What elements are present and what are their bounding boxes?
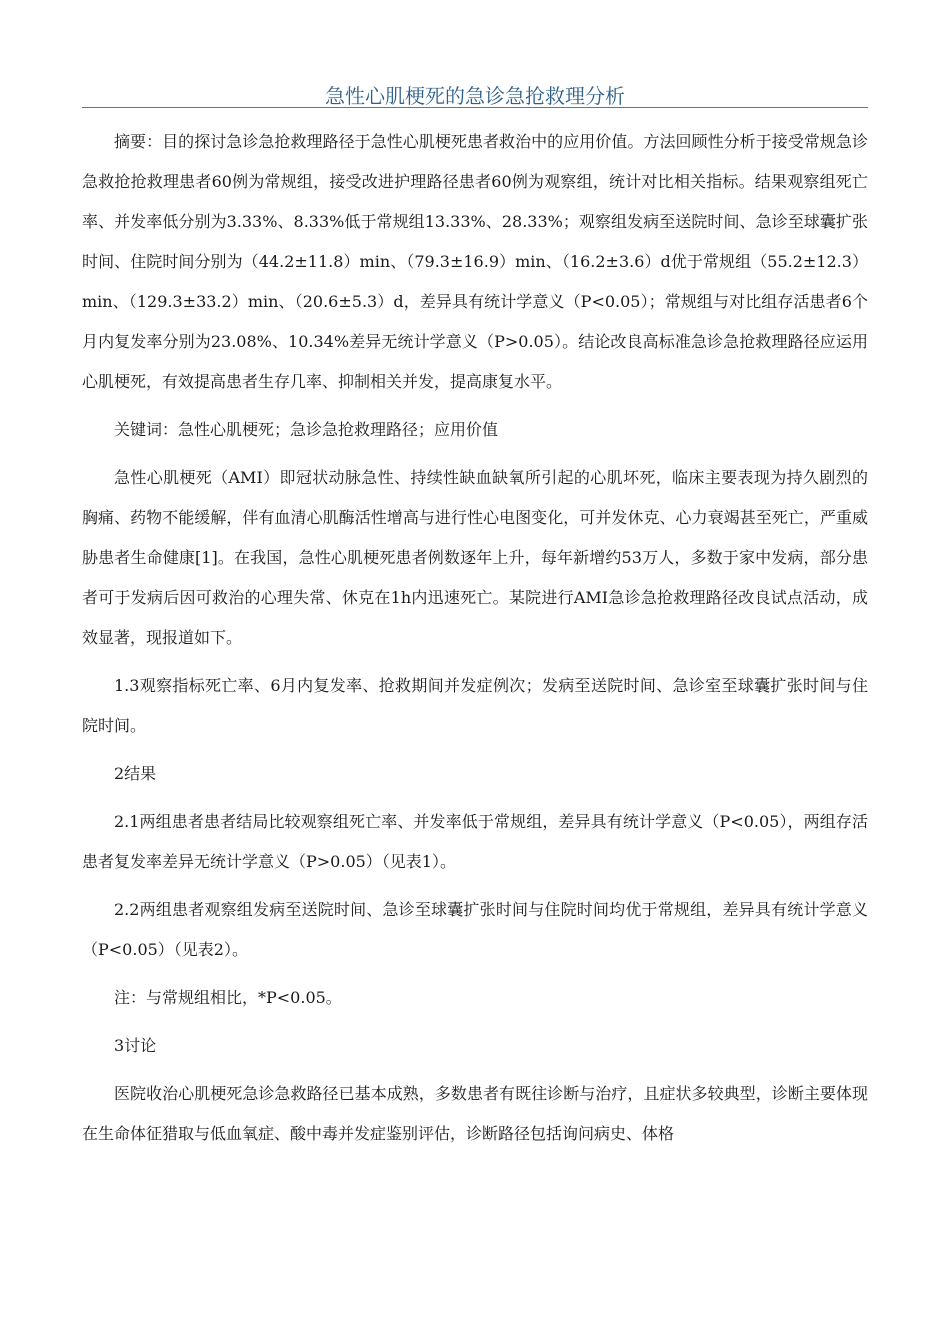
intro-paragraph: 急性心肌梗死（AMI）即冠状动脉急性、持续性缺血缺氧所引起的心肌坏死，临床主要表现为持久剧烈的胸痛、药物不能缓解，伴有血清心肌酶活性增高与进行性心电图变化，可并发休克、心力衰竭甚至死亡，严重威胁患者生命健康[1]。在我国，急性心肌梗死患者例数逐年上升，每年新增约53万人，多数于家中发病，部分患者可于发病后因可救治的心理失常、休克在1h内迅速死亡。某院进行AMI急诊急抢救理路径改良试点活动，成效显著，现报道如下。 [82,468,868,647]
section-2-1-paragraph: 2.1两组患者患者结局比较观察组死亡率、并发率低于常规组，差异具有统计学意义（P<0.05），两组存活患者复发率差异无统计学意义（P>0.05）（见表1）。 [82,812,868,871]
abstract-paragraph: 摘要：目的探讨急诊急抢救理路径于急性心肌梗死患者救治中的应用价值。方法回顾性分析于接受常规急诊急救抢抢救理患者60例为常规组，接受改进护理路径患者60例为观察组，统计对比相关指标。结果观察组死亡率、并发率低分别为3.33%、8.33%低于常规组13.33%、28.33%；观察组发病至送院时间、急诊至球囊扩张时间、住院时间分别为（44.2±11.8）min、（79.3±16.9）min、（16.2±3.6）d优于常规组（55.2±12.3）min、（129.3±33.2）min、（20.6±5.3）d，差异具有统计学意义（P<0.05）；常规组与对比组存活患者6个月内复发率分别为23.08%、10.34%差异无统计学意义（P>0.05）。结论改良高标准急诊急抢救理路径应运用心肌梗死，有效提高患者生存几率、抑制相关并发，提高康复水平。 [82,132,868,391]
section-2-2-paragraph: 2.2两组患者观察组发病至送院时间、急诊至球囊扩张时间与住院时间均优于常规组，差异具有统计学意义（P<0.05）（见表2）。 [82,900,868,959]
section-2-heading: 2结果 [114,764,157,783]
discussion-paragraph: 医院收治心肌梗死急诊急救路径已基本成熟，多数患者有既往诊断与治疗，且症状多较典型，诊断主要体现在生命体征猎取与低血氧症、酸中毒并发症鉴别评估，诊断路径包括询问病史、体格 [82,1084,868,1143]
keywords-paragraph: 关键词：急性心肌梗死；急诊急抢救理路径；应用价值 [114,420,499,439]
paper-title: 急性心肌梗死的急诊急抢救理分析 [325,84,625,108]
title-underline [82,107,868,108]
section-3-heading: 3讨论 [114,1036,157,1055]
paper-body [82,122,868,1162]
section-1-3-paragraph: 1.3观察指标死亡率、6月内复发率、抢救期间并发症例次；发病至送院时间、急诊室至球囊扩张时间与住院时间。 [82,676,868,735]
table-note: 注：与常规组相比，*P<0.05。 [114,988,342,1007]
